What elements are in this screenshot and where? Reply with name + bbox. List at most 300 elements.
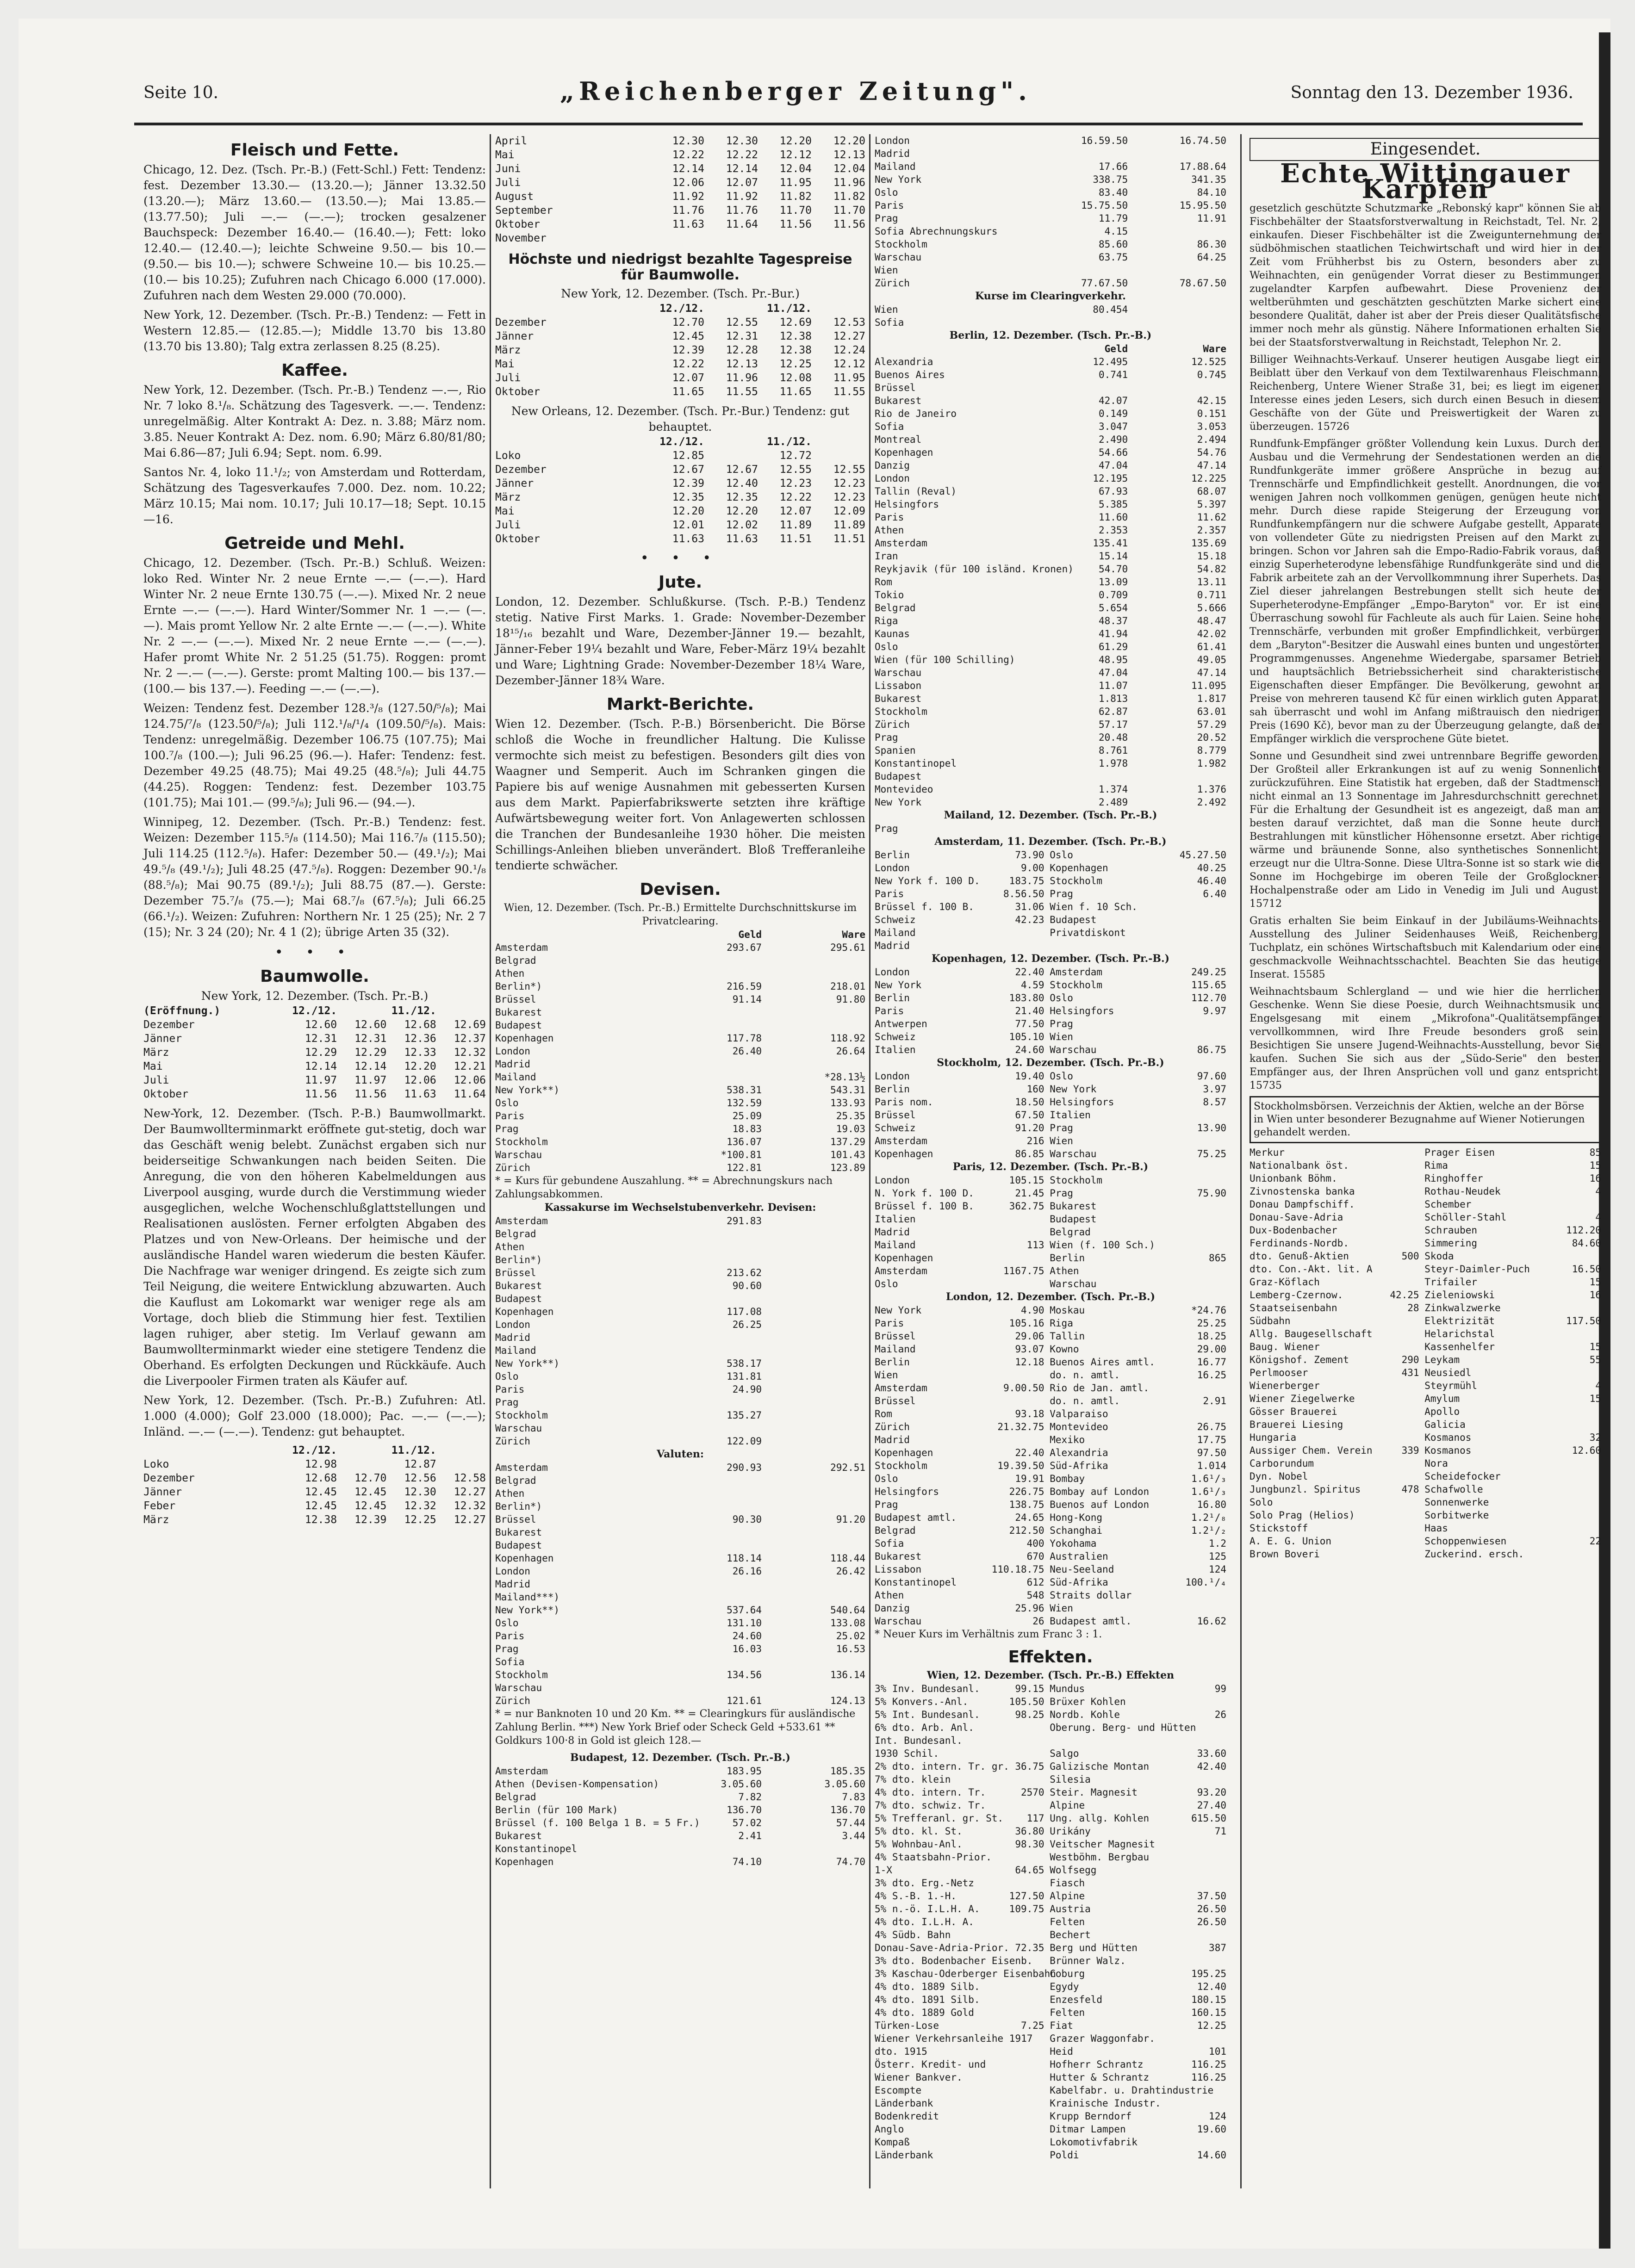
rate-name: Straits dollar bbox=[1050, 1590, 1132, 1601]
rate-value bbox=[992, 1877, 1044, 1890]
rate-ware bbox=[769, 1006, 865, 1019]
rate-value: 97.60 bbox=[1197, 1071, 1226, 1082]
rate-geld bbox=[665, 967, 762, 980]
table-row bbox=[875, 2084, 1226, 2097]
rate-value: 84.60 bbox=[1572, 1238, 1601, 1249]
valuten-head: Valuten: bbox=[657, 1448, 704, 1460]
table-row bbox=[495, 190, 865, 204]
rate-value: 36.80 bbox=[1015, 1826, 1044, 1837]
rate-ware bbox=[769, 1370, 865, 1383]
rate-value: 117.50 bbox=[1566, 1315, 1601, 1326]
rate-geld: 117.08 bbox=[727, 1306, 762, 1317]
rate-value bbox=[1367, 1522, 1419, 1535]
rate-value bbox=[1367, 1263, 1419, 1276]
rate-name: Oslo bbox=[1050, 1071, 1073, 1082]
table-cell: 12.14 bbox=[726, 163, 758, 175]
devisen-note: * = Kurs für gebundene Auszahlung. ** = Abrechnungskurs nach Zahlungsabkommen. bbox=[495, 1175, 833, 1200]
table-row bbox=[1250, 1314, 1601, 1327]
section-title-effekten: Effekten. bbox=[1008, 1648, 1093, 1667]
table-cell: 12.60 bbox=[354, 1019, 387, 1031]
rate-name: Oslo bbox=[875, 187, 898, 198]
rate-name: Danzig bbox=[875, 460, 910, 471]
rate-name: Wien bbox=[875, 1369, 898, 1381]
rate-name: Bukarest bbox=[875, 395, 922, 406]
rate-name: Unionbank Böhm. bbox=[1250, 1173, 1337, 1184]
rate-geld: 57.02 bbox=[732, 1817, 762, 1828]
rate-value bbox=[1170, 1030, 1226, 1043]
rate-name: Budapest bbox=[495, 1540, 542, 1551]
table-cell: 12.45 bbox=[305, 1486, 337, 1498]
rate-name: Berlin bbox=[875, 1357, 910, 1368]
table-cell: Mai bbox=[495, 358, 515, 370]
table-row bbox=[143, 1046, 486, 1060]
rate-name: Rom bbox=[875, 1408, 892, 1419]
table-row bbox=[875, 1967, 1226, 1980]
rate-geld: 85.60 bbox=[1098, 239, 1128, 250]
rate-value bbox=[992, 2071, 1044, 2084]
table-header-cell bbox=[495, 302, 651, 316]
separator-dots: • • • bbox=[274, 944, 355, 960]
rate-geld: 131.81 bbox=[727, 1371, 762, 1382]
table-row bbox=[1250, 1522, 1601, 1535]
rate-name: Stockholm bbox=[875, 1460, 927, 1471]
rate-value bbox=[1170, 900, 1226, 913]
rate-ware: 292.51 bbox=[830, 1462, 865, 1473]
table-row bbox=[495, 1565, 865, 1578]
rate-name: Zürich bbox=[875, 719, 910, 730]
rate-geld: 538.17 bbox=[727, 1358, 762, 1369]
rate-name: Riga bbox=[1050, 1318, 1073, 1329]
table-row bbox=[875, 2149, 1226, 2162]
table-row bbox=[1250, 1276, 1601, 1289]
table-row bbox=[1250, 1340, 1601, 1353]
rate-value: 85 bbox=[1589, 1147, 1601, 1158]
rate-geld: 1.374 bbox=[1098, 784, 1128, 795]
rate-ware bbox=[769, 1253, 865, 1266]
rate-value: 180.15 bbox=[1191, 1994, 1226, 2005]
rate-value: 2570 bbox=[1020, 1787, 1044, 1798]
rate-name: London bbox=[875, 473, 910, 484]
clearing-table bbox=[875, 303, 1226, 329]
rate-value: 86.75 bbox=[1197, 1044, 1226, 1055]
rate-value: 226.75 bbox=[1009, 1486, 1044, 1497]
rate-value: 36.75 bbox=[1015, 1761, 1044, 1772]
getreide-futures: Weizen: Tendenz fest. Dezember 128.³/₈ (127.50/⁵/₈); Mai 124.75/⁷/₈ (123.50/⁵/₈); Juli 112.¹/₈/¹/₄ (109.50/⁵/₈). Mais: Tendenz: unregelmäßig. Dezember 106.75 (107.75); Mai 100.⁷/₈ (100.—); Juli 96.25 (96.—). Hafer: Tendenz: fest. Dezember 49.25 (48.75); Mai 49.25 (48.⁵/₈); Juli 44.75 (44.25). Roggen: Tendenz: fest. Dezember 103.75 (101.75); Mai 101.— (99.⁵/₈); Juli 96.— (94.—). bbox=[143, 701, 486, 809]
rate-name: N. York f. 100 D. bbox=[875, 1188, 974, 1199]
rate-name: Austria bbox=[1050, 1903, 1091, 1915]
rate-value bbox=[1367, 1276, 1419, 1289]
table-cell: 12.70 bbox=[672, 316, 704, 328]
table-row bbox=[875, 1537, 1226, 1550]
rate-value bbox=[992, 2006, 1044, 2019]
table-row bbox=[875, 1734, 1226, 1747]
table-row bbox=[495, 1370, 865, 1383]
rate-name: Warschau bbox=[1050, 1148, 1097, 1159]
table-row bbox=[875, 796, 1226, 809]
rate-name: Kosmanos bbox=[1424, 1432, 1472, 1443]
rate-value bbox=[992, 1928, 1044, 1941]
rate-ware: 0.745 bbox=[1197, 369, 1226, 380]
table-cell: 12.07 bbox=[726, 177, 758, 189]
rate-value: 24.65 bbox=[1015, 1512, 1044, 1523]
rate-geld bbox=[665, 1474, 762, 1487]
rate-name: Rio de Janeiro bbox=[875, 408, 957, 419]
rate-value bbox=[1170, 1602, 1226, 1615]
rate-geld bbox=[665, 1071, 762, 1084]
rate-geld: 121.61 bbox=[727, 1695, 762, 1706]
table-row bbox=[875, 1226, 1226, 1239]
rate-name: Amsterdam bbox=[495, 1766, 548, 1777]
rate-name: Sorbitwerke bbox=[1424, 1510, 1489, 1521]
rate-geld bbox=[665, 1253, 762, 1266]
rate-geld bbox=[665, 1227, 762, 1240]
rate-name: Alpine bbox=[1050, 1800, 1085, 1811]
rate-ware bbox=[1135, 381, 1226, 394]
table-row bbox=[1250, 1405, 1601, 1418]
rate-geld: 293.67 bbox=[727, 942, 762, 953]
rate-name: Simmering bbox=[1424, 1238, 1478, 1249]
table-cell: 12.04 bbox=[833, 163, 865, 175]
table-row bbox=[875, 1773, 1226, 1786]
gratis-article: Gratis erhalten Sie beim Einkauf in der Jubiläums-Weihnachts-Ausstellung des Juliner Seidenhauses Weiß, Reichenberg, Tuchplatz, ein schönes Wirtschaftsbuch mit Kalendarium oder eine geschmackvolle Weihnachtsschachtel. Beachten Sie das heutige Inserat. 15585 bbox=[1250, 915, 1601, 980]
rate-geld: *100.81 bbox=[721, 1149, 762, 1160]
rate-ware: 42.02 bbox=[1197, 628, 1226, 639]
rate-geld: 216.59 bbox=[727, 981, 762, 992]
rate-value bbox=[1367, 1146, 1419, 1159]
rate-geld bbox=[1037, 264, 1128, 277]
rate-geld: 91.14 bbox=[732, 994, 762, 1005]
table-row bbox=[1250, 1263, 1601, 1276]
rate-name: Carborundum bbox=[1250, 1458, 1314, 1469]
table-row bbox=[495, 204, 865, 217]
table-row bbox=[1250, 1185, 1601, 1198]
rate-ware: 61.41 bbox=[1197, 641, 1226, 652]
rate-ware bbox=[769, 1305, 865, 1318]
rate-ware: 26.64 bbox=[836, 1046, 865, 1057]
table-cell: Oktober bbox=[495, 218, 540, 230]
table-cell: 11.56 bbox=[354, 1088, 387, 1100]
table-row bbox=[875, 1239, 1226, 1252]
table-row bbox=[875, 1563, 1226, 1576]
table-row bbox=[495, 1097, 865, 1109]
rate-ware: 5.666 bbox=[1197, 602, 1226, 613]
table-cell: 11.51 bbox=[779, 533, 812, 545]
table-row bbox=[875, 394, 1226, 407]
rate-name: Wienerberger bbox=[1250, 1380, 1320, 1391]
weihnachtsbaum-article: Weihnachtsbaum Schlergland — und wie hier die herrlichen Geschenke. Wenn Sie diese Poesie, durch Weihnachtsmusik und Engelsgesang mit einem „Mikrofona"-Qualitätsempfänger vervollkommnen, wird Ihre Freude besonders groß sein. Besichtigen Sie unsere Jugend-Weihnachts-Ausstellung, bevor Sie kaufen. Suchen Sie sich aus der „Südo-Serie" den besten Empfänger aus, der Ihren Ansprüchen voll und ganz entspricht. 15735 bbox=[1250, 986, 1601, 1091]
rate-value: 1.2¹/₂ bbox=[1191, 1525, 1226, 1536]
rate-value: 612 bbox=[1026, 1577, 1044, 1588]
table-row bbox=[875, 1122, 1226, 1134]
rate-name bbox=[1045, 939, 1169, 952]
rate-ware bbox=[769, 1578, 865, 1591]
table-cell: Juli bbox=[495, 519, 521, 531]
rate-name: Rom bbox=[875, 576, 892, 588]
table-row bbox=[495, 1292, 865, 1305]
table-row bbox=[875, 1083, 1226, 1096]
rate-name: Stockholm bbox=[875, 706, 927, 717]
rate-value: 865 bbox=[1209, 1252, 1226, 1264]
rate-ware: 11.62 bbox=[1197, 512, 1226, 523]
rate-name: 2% dto. intern. Tr. gr. bbox=[875, 1761, 1009, 1772]
rate-name: Brauerei Liesing bbox=[1250, 1419, 1343, 1430]
table-cell: 12.22 bbox=[672, 149, 704, 161]
rate-value bbox=[1170, 1226, 1226, 1239]
table-cell: 12.25 bbox=[779, 358, 812, 370]
rate-value bbox=[1545, 1366, 1601, 1379]
rate-value bbox=[992, 1967, 1044, 1980]
rate-name: Kopenhagen bbox=[495, 1553, 554, 1564]
rate-name: Südbahn bbox=[1250, 1315, 1291, 1326]
rate-name: Berlin (für 100 Mark) bbox=[495, 1804, 618, 1816]
rate-value: 400 bbox=[1026, 1538, 1044, 1549]
table-row bbox=[875, 1407, 1226, 1420]
rate-name: Konstantinopel bbox=[495, 1843, 578, 1854]
amsterdam-table bbox=[875, 849, 1226, 952]
rate-value bbox=[1545, 1301, 1601, 1314]
rate-geld: 0.709 bbox=[1098, 589, 1128, 601]
rate-ware: 25.35 bbox=[836, 1110, 865, 1122]
rate-name: London bbox=[495, 1046, 530, 1057]
table-row bbox=[495, 371, 865, 385]
rate-geld: 47.04 bbox=[1098, 460, 1128, 471]
table-row bbox=[875, 1682, 1226, 1695]
rate-name: Jungbunzl. Spiritus bbox=[1250, 1484, 1361, 1495]
rate-geld: 537.64 bbox=[727, 1605, 762, 1616]
table-row bbox=[875, 1252, 1226, 1264]
carp-ad-title: Echte Wittingauer Karpfen bbox=[1280, 158, 1571, 204]
rate-name: Fiasch bbox=[1050, 1878, 1085, 1889]
rate-name: Poldi bbox=[1050, 2150, 1079, 2161]
table-row bbox=[875, 1708, 1226, 1721]
section-title-baumwolle: Baumwolle. bbox=[260, 967, 369, 986]
rate-value: 339 bbox=[1401, 1445, 1419, 1456]
rate-name: Prager Eisen bbox=[1424, 1147, 1495, 1158]
table-row bbox=[875, 1356, 1226, 1369]
rate-ware: 543.31 bbox=[830, 1084, 865, 1096]
rate-geld: 135.27 bbox=[727, 1410, 762, 1421]
rate-name: Hungaria bbox=[1250, 1432, 1297, 1443]
table-cell: Oktober bbox=[495, 533, 540, 545]
rate-name: Alpine bbox=[1050, 1890, 1085, 1902]
rate-value: 4 bbox=[1595, 1380, 1601, 1391]
table-row bbox=[875, 1213, 1226, 1226]
table-cell: 12.33 bbox=[404, 1047, 436, 1059]
rate-value: 93.18 bbox=[1015, 1408, 1044, 1419]
rate-value: 12.40 bbox=[1197, 1981, 1226, 1992]
rate-name: New York bbox=[875, 979, 922, 991]
rate-name: Athen bbox=[495, 968, 525, 979]
rate-name: 5% Trefferanl. gr. St. bbox=[875, 1813, 1004, 1824]
rate-value: 183.75 bbox=[1009, 875, 1044, 886]
rate-name: Mundus bbox=[1050, 1683, 1085, 1694]
rate-value: 105.16 bbox=[1009, 1318, 1044, 1329]
rate-value: 22.40 bbox=[1015, 1447, 1044, 1458]
page-number: Seite 10. bbox=[143, 83, 218, 102]
table-row bbox=[495, 1681, 865, 1694]
rate-value bbox=[1545, 1457, 1601, 1470]
rate-value: 21.40 bbox=[1015, 1005, 1044, 1016]
rate-name: Wien bbox=[875, 265, 898, 276]
table-row bbox=[875, 1576, 1226, 1589]
table-header bbox=[495, 435, 865, 449]
table-row bbox=[875, 2136, 1226, 2149]
rate-ware: 5.397 bbox=[1197, 499, 1226, 510]
rate-geld: 77.67.50 bbox=[1081, 278, 1128, 289]
rate-ware bbox=[1135, 316, 1226, 329]
rate-value: 4 bbox=[1595, 1212, 1601, 1223]
rate-name: Bukarest bbox=[495, 1280, 542, 1291]
rate-name: Rothau-Neudek bbox=[1424, 1186, 1501, 1197]
table-cell: 12.45 bbox=[354, 1500, 387, 1512]
rate-name: Kompaß bbox=[875, 2137, 910, 2148]
rate-value: 42.40 bbox=[1197, 1761, 1226, 1772]
rate-name: Stockholm bbox=[1050, 1175, 1103, 1186]
rate-name: Bukarest bbox=[495, 1527, 542, 1538]
rate-name: Anglo bbox=[875, 2124, 904, 2135]
rate-geld: 1.813 bbox=[1098, 693, 1128, 704]
rate-name: Ung. allg. Kohlen bbox=[1050, 1813, 1150, 1824]
rate-name: Brüssel bbox=[875, 1331, 916, 1342]
rate-name: Zürich bbox=[495, 1162, 530, 1173]
rate-value: 124 bbox=[1209, 2111, 1226, 2122]
rate-name: Buenos Aires bbox=[875, 369, 945, 380]
rate-name: Kopenhagen bbox=[495, 1033, 554, 1044]
table-cell: 12.70 bbox=[354, 1472, 387, 1484]
rate-name: London bbox=[875, 135, 910, 146]
table-row bbox=[495, 1409, 865, 1422]
rate-geld bbox=[665, 1240, 762, 1253]
rate-name: Zürich bbox=[875, 1421, 910, 1432]
rate-geld: 62.87 bbox=[1098, 706, 1128, 717]
rate-value bbox=[992, 1213, 1044, 1226]
rate-value bbox=[992, 1252, 1044, 1264]
rate-value bbox=[1170, 1109, 1226, 1122]
table-row bbox=[495, 1435, 865, 1448]
table-row bbox=[1250, 1353, 1601, 1366]
rate-ware bbox=[769, 1292, 865, 1305]
rate-name: Trifailer bbox=[1424, 1277, 1478, 1288]
rate-value: 91.20 bbox=[1015, 1122, 1044, 1134]
london-head: London, 12. Dezember. (Tsch. Pr.-B.) bbox=[946, 1291, 1155, 1303]
rate-ware: 16.74.50 bbox=[1179, 135, 1226, 146]
table-row bbox=[1250, 1483, 1601, 1496]
rate-name: Schweiz bbox=[875, 1031, 916, 1042]
rate-value bbox=[1170, 1277, 1226, 1290]
rate-ware bbox=[769, 1591, 865, 1604]
table-cell: 12.20 bbox=[833, 135, 865, 147]
table-cell: 11.82 bbox=[779, 191, 812, 203]
eingesandt-label: Eingesendet. bbox=[1250, 138, 1601, 161]
table-row bbox=[495, 1474, 865, 1487]
effekten-head: Wien, 12. Dezember. (Tsch. Pr.-B.) Effekten bbox=[926, 1669, 1175, 1681]
table-cell: Mai bbox=[495, 505, 515, 517]
table-cell: 11.56 bbox=[779, 218, 812, 230]
rate-name: 4% dto. 1891 Silb. bbox=[875, 1994, 980, 2005]
table-cell: 12.31 bbox=[305, 1033, 337, 1045]
rate-value: 4 bbox=[1595, 1186, 1601, 1197]
table-row bbox=[875, 537, 1226, 550]
rate-value bbox=[992, 1394, 1044, 1407]
table-header-cell: 11./12. bbox=[391, 1444, 436, 1456]
rate-name: Brünner Walz. bbox=[1050, 1955, 1126, 1966]
rate-name: Prag bbox=[875, 1499, 898, 1510]
table-row bbox=[875, 1472, 1226, 1485]
rate-name: Berlin bbox=[875, 1084, 910, 1095]
rate-value bbox=[1545, 1483, 1601, 1496]
table-cell: Oktober bbox=[495, 386, 540, 398]
rate-name: Kopenhagen bbox=[495, 1856, 554, 1867]
section-title-hoechste: Höchste und niedrigst bezahlte Tagespreise für Baumwolle. bbox=[508, 251, 852, 283]
rate-name: Amsterdam bbox=[495, 1215, 548, 1227]
rate-name: Wolfsegg bbox=[1050, 1865, 1097, 1876]
rate-name: Bukarest bbox=[495, 1007, 542, 1018]
rate-name: Ditmar Lampen bbox=[1050, 2124, 1126, 2135]
rate-ware: 49.05 bbox=[1197, 654, 1226, 665]
rate-name: Montreal bbox=[875, 434, 922, 445]
rate-name: Ringhoffer bbox=[1424, 1173, 1483, 1184]
table-row bbox=[875, 1511, 1226, 1524]
rate-name: Solo bbox=[1250, 1497, 1273, 1508]
table-header bbox=[875, 342, 1226, 355]
rate-name: Stickstoff bbox=[1250, 1523, 1308, 1534]
rate-geld: 42.07 bbox=[1098, 395, 1128, 406]
rate-value: 45.27.50 bbox=[1179, 849, 1226, 861]
table-cell: 12.87 bbox=[404, 1458, 436, 1470]
table-row bbox=[875, 1941, 1226, 1954]
rate-name: Schoppenwiesen bbox=[1424, 1536, 1507, 1547]
rate-name: London bbox=[875, 967, 910, 978]
table-row bbox=[875, 1615, 1226, 1628]
column-4 bbox=[1250, 134, 1601, 2188]
table-row bbox=[875, 705, 1226, 718]
rate-value: 127.50 bbox=[1009, 1890, 1044, 1902]
rate-name: 5% Int. Bundesanl. bbox=[875, 1709, 980, 1720]
table-cell: 12.39 bbox=[354, 1514, 387, 1526]
table-cell: 11.70 bbox=[833, 204, 865, 217]
rate-geld bbox=[1037, 822, 1128, 835]
header-rule bbox=[134, 123, 1583, 125]
rate-name: Oslo bbox=[1050, 849, 1073, 861]
rate-value bbox=[1545, 1496, 1601, 1509]
table-header-cell bbox=[875, 342, 1029, 355]
table-row bbox=[875, 1498, 1226, 1511]
rate-geld: 1.978 bbox=[1098, 758, 1128, 769]
rate-value: 46.40 bbox=[1197, 875, 1226, 886]
rate-ware: 2.494 bbox=[1197, 434, 1226, 445]
rate-value bbox=[1367, 1314, 1419, 1327]
rate-geld bbox=[1037, 381, 1128, 394]
rate-ware: 63.01 bbox=[1197, 706, 1226, 717]
rate-name: New York**) bbox=[495, 1358, 560, 1369]
rate-ware bbox=[769, 1500, 865, 1513]
table-row bbox=[875, 1264, 1226, 1277]
masthead: „Reichenberger Zeitung". bbox=[560, 76, 1032, 106]
table-cell: 12.14 bbox=[672, 163, 704, 175]
rate-value bbox=[1170, 1954, 1226, 1967]
rate-value bbox=[1170, 1695, 1226, 1708]
rate-name: Zürich bbox=[875, 278, 910, 289]
rate-value: 12.60 bbox=[1572, 1445, 1601, 1456]
rate-name: Prag bbox=[875, 213, 898, 224]
table-row bbox=[875, 1382, 1226, 1394]
table-row bbox=[495, 162, 865, 176]
rate-name: Schafwolle bbox=[1424, 1484, 1483, 1495]
table-row bbox=[495, 1526, 865, 1539]
rate-name: Budapest bbox=[875, 771, 922, 782]
rate-name: Athen bbox=[495, 1488, 525, 1499]
table-row bbox=[495, 1240, 865, 1253]
